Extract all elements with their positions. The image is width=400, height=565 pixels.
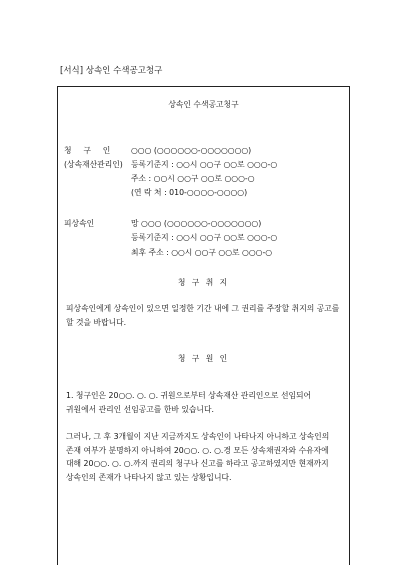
claimant-sublabel: (상속재산관리인) — [64, 160, 123, 169]
document-frame — [57, 86, 350, 565]
purpose-text: 피상속인에게 상속인이 있으면 일정한 기간 내에 그 권리를 주장할 취지의 공고를 할 것을 바랍니다. — [66, 304, 340, 327]
reason-paragraph-2: 그러나, 그 후 3개월이 지난 지금까지도 상속인이 나타나지 아니하고 상속인의 존재 여부가 분명하지 아니하여 20○○. ○. ○.경 모든 상속채권자와 수유자에 대해 20○○. ○. ○.까지 권리의 청구나 신고를 하라고 공고하였지만 현재까지 상속인의 존재가 나타나지 않고 있는 상황입니다. — [66, 432, 330, 482]
purpose-heading: 청 구 취 지 — [177, 278, 230, 287]
claimant-label: 청 구 인 — [64, 146, 115, 155]
document-caption: [서식] 상속인 수색공고청구 — [60, 66, 163, 76]
decedent-label: 피상속인 — [64, 219, 95, 228]
reason-paragraph-1: 1. 청구인은 20○○. ○. ○. 귀원으로부터 상속재산 관리인으로 선임되어 귀원에서 관리인 선임공고를 한바 있습니다. — [66, 391, 312, 414]
document-title: 상속인 수색공고청구 — [168, 100, 239, 109]
claimant-name: ○○○ (○○○○○○-○○○○○○○) — [131, 146, 252, 155]
decedent-name: 망 ○○○ (○○○○○○-○○○○○○○) — [131, 219, 262, 228]
claimant-phone: (연 락 처 : 010-○○○○-○○○○) — [131, 188, 248, 197]
claimant-domicile: 등록기준지 : ○○시 ○○구 ○○로 ○○○-○ — [131, 160, 278, 169]
reason-heading: 청 구 원 인 — [177, 354, 230, 363]
decedent-domicile: 등록기준지 : ○○시 ○○구 ○○로 ○○○-○ — [131, 233, 278, 242]
decedent-last-address: 최후 주소 : ○○시 ○○구 ○○로 ○○○-○ — [131, 248, 273, 257]
claimant-address: 주소 : ○○시 ○○구 ○○로 ○○○-○ — [131, 174, 255, 183]
